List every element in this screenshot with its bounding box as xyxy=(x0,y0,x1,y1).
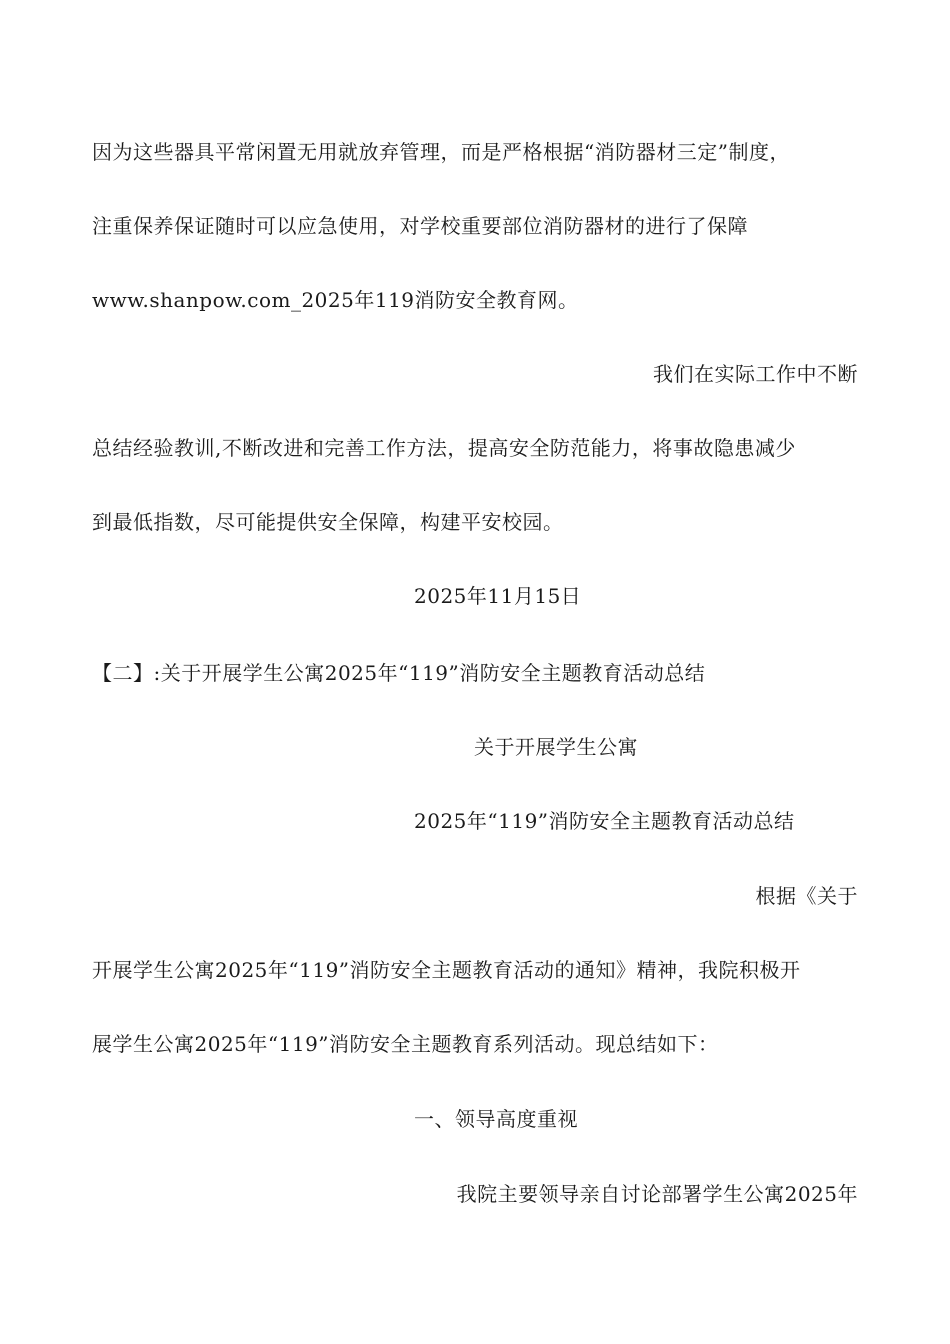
article-title-line-1: 关于开展学生公寓 xyxy=(474,735,638,759)
body-text-line: 展学生公寓2025年“119”消防安全主题教育系列活动。现总结如下： xyxy=(92,1032,719,1056)
body-text-line: www.shanpow.com_2025年119消防安全教育网。 xyxy=(92,288,579,312)
body-text-line: 总结经验教训,不断改进和完善工作方法，提高安全防范能力，将事故隐患减少 xyxy=(92,436,796,460)
body-text-line: 开展学生公寓2025年“119”消防安全主题教育活动的通知》精神，我院积极开 xyxy=(92,958,801,982)
body-text-line: 我们在实际工作中不断 xyxy=(653,362,858,386)
subsection-heading: 一、领导高度重视 xyxy=(414,1107,578,1131)
body-text-line: 我院主要领导亲自讨论部署学生公寓2025年 xyxy=(456,1182,858,1206)
body-text-line: 根据《关于 xyxy=(755,884,858,908)
body-text-line: 注重保养保证随时可以应急使用，对学校重要部位消防器材的进行了保障 xyxy=(92,214,748,238)
article-title-line-2: 2025年“119”消防安全主题教育活动总结 xyxy=(414,809,795,833)
section-heading: 【二】:关于开展学生公寓2025年“119”消防安全主题教育活动总结 xyxy=(92,661,706,685)
date-line: 2025年11月15日 xyxy=(414,584,582,608)
body-text-line: 因为这些器具平常闲置无用就放弃管理，而是严格根据“消防器材三定”制度， xyxy=(92,140,790,164)
body-text-line: 到最低指数，尽可能提供安全保障，构建平安校园。 xyxy=(92,510,564,534)
